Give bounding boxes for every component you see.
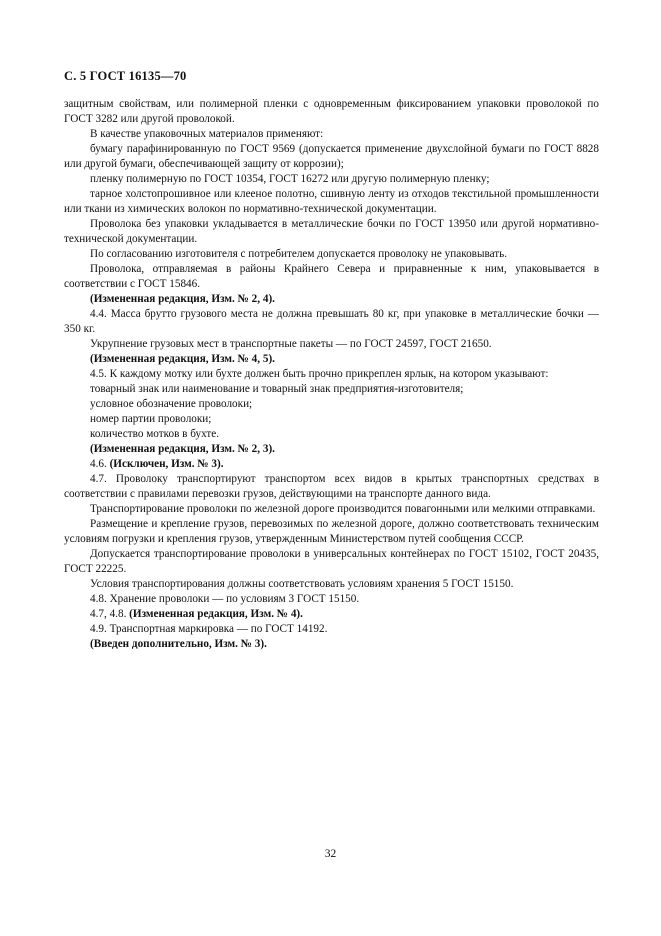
- paragraph: пленку полимерную по ГОСТ 10354, ГОСТ 16272 или другую полимерную пленку;: [90, 173, 490, 185]
- paragraph: условное обозначение проволоки;: [90, 398, 253, 410]
- paragraph: 4.8. Хранение проволоки — по условиям 3 ГОСТ 15150.: [90, 593, 360, 605]
- paragraph: Допускается транспортирование проволоки в универсальных контейнерах по ГОСТ 15102, ГОСТ 20435, ГОСТ 22225.: [64, 548, 599, 575]
- clause-number: 4.7, 4.8.: [90, 608, 127, 620]
- paragraph: количество мотков в бухте.: [90, 428, 220, 440]
- revision-note: (Измененная редакция, Изм. № 2, 3).: [90, 443, 275, 455]
- paragraph: Размещение и крепление грузов, перевозимых по железной дороге, должно соответствовать техническим условиям погрузки и крепления грузов, утвержденным Министерством путей сообщения СССР.: [64, 518, 599, 545]
- paragraph: 4.5. К каждому мотку или бухте должен быть прочно прикреплен ярлык, на котором указывают:: [90, 368, 549, 380]
- paragraph: товарный знак или наименование и товарный знак предприятия-изготовителя;: [90, 383, 464, 395]
- paragraph: номер партии проволоки;: [90, 413, 212, 425]
- paragraph: тарное холстопрошивное или клееное полотно, сшивную ленту из отходов текстильной промышленности или ткани из химических волокон по нормативно-технической документации.: [64, 188, 599, 215]
- paragraph: [64, 607, 599, 622]
- paragraph: Проволока без упаковки укладывается в металлические бочки по ГОСТ 13950 или другой нормативно-технической документации.: [64, 218, 599, 245]
- paragraph: защитным свойствам, или полимерной пленки с одновременным фиксированием упаковки проволокой по ГОСТ 3282 или другой проволокой.: [64, 98, 599, 125]
- revision-note: (Измененная редакция, Изм. № 4, 5).: [90, 353, 275, 365]
- paragraph: 4.4. Масса брутто грузового места не должна превышать 80 кг, при упаковке в металлические бочки — 350 кг.: [64, 308, 599, 335]
- paragraph: В качестве упаковочных материалов применяют:: [90, 128, 324, 140]
- revision-note: (Введен дополнительно, Изм. № 3).: [90, 638, 267, 650]
- paragraph: Проволока, отправляемая в районы Крайнего Севера и приравненные к ним, упаковывается в соответствии с ГОСТ 15846.: [64, 263, 599, 290]
- clause-number: 4.6.: [90, 458, 107, 470]
- paragraph: Транспортирование проволоки по железной дороге производится повагонными или мелкими отправками.: [90, 503, 596, 515]
- revision-note: (Исключен, Изм. № 3).: [109, 458, 224, 470]
- paragraph: Условия транспортирования должны соответствовать условиям хранения 5 ГОСТ 15150.: [90, 578, 514, 590]
- paragraph: 4.7. Проволоку транспортируют транспортом всех видов в крытых транспортных средствах в соответствии с правилами перевозки грузов, действующими на транспорте данного вида.: [64, 473, 599, 500]
- paragraph: [64, 457, 599, 472]
- paragraph: бумагу парафинированную по ГОСТ 9569 (допускается применение двухслойной бумаги по ГОСТ 8828 или другой бумаги, обеспечивающей защиту от коррозии);: [64, 143, 599, 170]
- page-number: 32: [324, 848, 337, 860]
- paragraph: По согласованию изготовителя с потребителем допускается проволоку не упаковывать.: [90, 248, 508, 260]
- paragraph: 4.9. Транспортная маркировка — по ГОСТ 14192.: [90, 623, 328, 635]
- revision-note: (Измененная редакция, Изм. № 2, 4).: [90, 293, 275, 305]
- paragraph: Укрупнение грузовых мест в транспортные пакеты — по ГОСТ 24597, ГОСТ 21650.: [90, 338, 492, 350]
- document-body: [64, 97, 599, 652]
- revision-note: (Измененная редакция, Изм. № 4).: [129, 608, 303, 620]
- page-header: С. 5 ГОСТ 16135—70: [64, 69, 187, 83]
